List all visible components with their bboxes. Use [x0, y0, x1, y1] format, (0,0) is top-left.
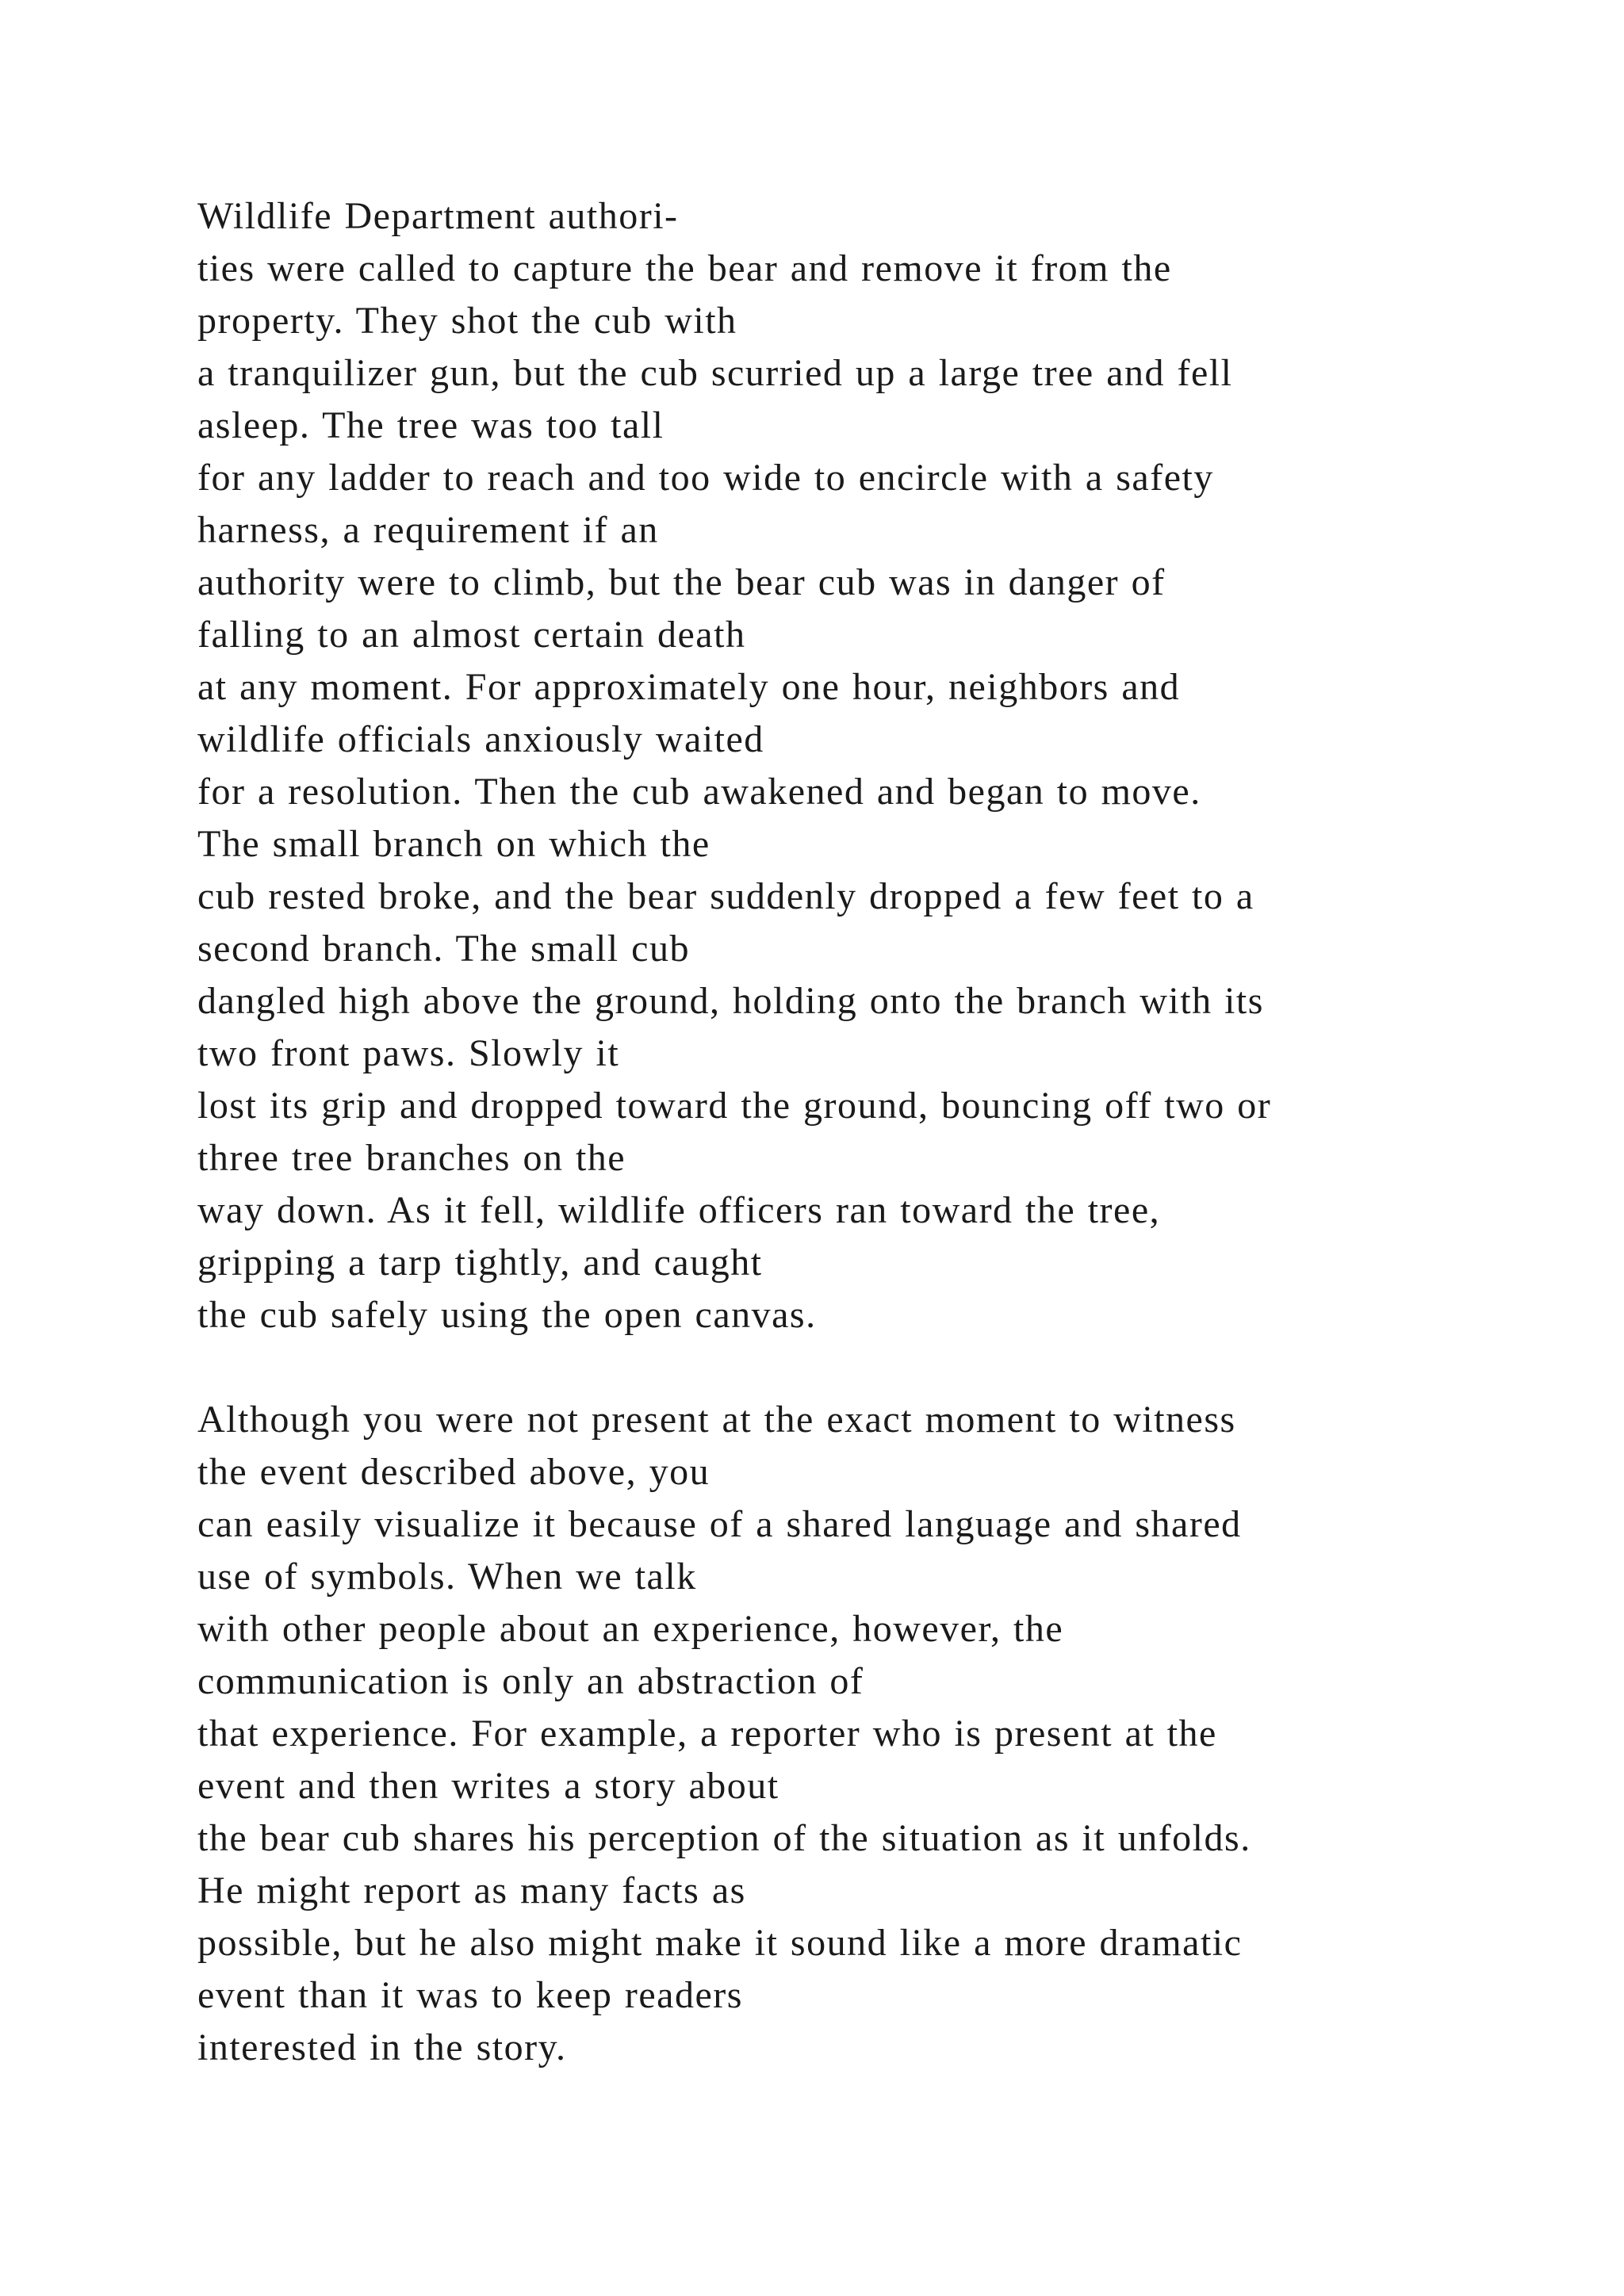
text-line: property. They shot the cub with	[197, 300, 737, 342]
text-line: wildlife officials anxiously waited	[197, 718, 764, 760]
text-line: event and then writes a story about	[197, 1765, 779, 1807]
text-line: for any ladder to reach and too wide to encircle with a safety	[197, 457, 1214, 499]
text-line: three tree branches on the	[197, 1137, 626, 1179]
text-line: can easily visualize it because of a shared language and shared	[197, 1503, 1242, 1545]
paragraph-2	[197, 1394, 1545, 2074]
text-line: Wildlife Department authori-	[197, 195, 679, 237]
text-line: asleep. The tree was too tall	[197, 404, 665, 446]
text-line: event than it was to keep readers	[197, 1974, 743, 2016]
text-line: The small branch on which the	[197, 823, 710, 865]
text-line: possible, but he also might make it sound like a more dramatic	[197, 1922, 1243, 1964]
text-line: with other people about an experience, however, the	[197, 1608, 1064, 1650]
text-line: interested in the story.	[197, 2026, 567, 2068]
text-line: for a resolution. Then the cub awakened and began to move.	[197, 771, 1201, 813]
text-line: that experience. For example, a reporter who is present at the	[197, 1712, 1217, 1755]
text-line: a tranquilizer gun, but the cub scurried up a large tree and fell	[197, 352, 1233, 394]
text-line: harness, a requirement if an	[197, 509, 659, 551]
text-line: He might report as many facts as	[197, 1869, 746, 1911]
text-line: dangled high above the ground, holding onto the branch with its	[197, 980, 1264, 1022]
text-line: the cub safely using the open canvas.	[197, 1294, 817, 1336]
text-line: ties were called to capture the bear and remove it from the	[197, 247, 1172, 289]
paragraph-spacer	[197, 1341, 1545, 1394]
text-line: at any moment. For approximately one hour, neighbors and	[197, 666, 1181, 708]
text-line: gripping a tarp tightly, and caught	[197, 1242, 763, 1284]
document-body	[197, 190, 1545, 2074]
paragraph-1	[197, 190, 1545, 1341]
text-line: use of symbols. When we talk	[197, 1556, 697, 1598]
text-line: the event described above, you	[197, 1451, 710, 1493]
text-line: cub rested broke, and the bear suddenly dropped a few feet to a	[197, 875, 1254, 917]
text-line: Although you were not present at the exact moment to witness	[197, 1399, 1236, 1441]
text-line: second branch. The small cub	[197, 928, 690, 970]
text-line: way down. As it fell, wildlife officers ran toward the tree,	[197, 1189, 1161, 1231]
text-line: the bear cub shares his perception of the situation as it unfolds.	[197, 1817, 1251, 1859]
text-line: lost its grip and dropped toward the ground, bouncing off two or	[197, 1085, 1272, 1127]
text-line: authority were to climb, but the bear cub was in danger of	[197, 561, 1166, 603]
text-line: falling to an almost certain death	[197, 614, 746, 656]
text-line: communication is only an abstraction of	[197, 1660, 864, 1702]
text-line: two front paws. Slowly it	[197, 1032, 620, 1074]
